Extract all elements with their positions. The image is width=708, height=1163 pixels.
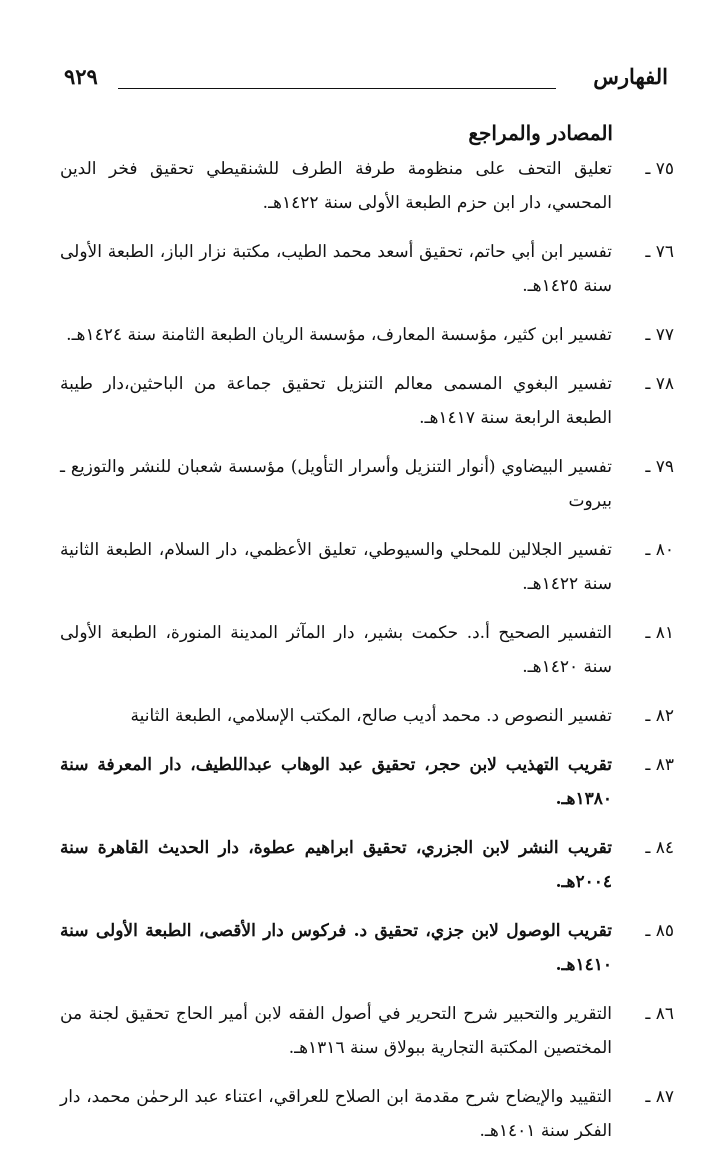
reference-text: تعليق التحف على منظومة طرفة الطرف للشنقيطي تحقيق فخر الدين المحسي، دار ابن حزم الطبعة الأولى سنة ١٤٢٢هـ. [60,159,612,213]
header-rule [118,88,556,89]
reference-entry [60,1080,674,1148]
reference-entry [60,914,674,982]
reference-text: تفسير النصوص د. محمد أديب صالح، المكتب الإسلامي، الطبعة الثانية [130,706,612,726]
reference-number: ٨٠ ـ [645,540,674,560]
reference-text: تفسير البيضاوي (أنوار التنزيل وأسرار التأويل) مؤسسة شعبان للنشر والتوزيع ـ بيروت [60,457,612,511]
reference-entry [60,235,674,303]
reference-entry [60,533,674,601]
reference-number: ٧٩ ـ [645,457,674,477]
page-number: ٩٢٩ [64,64,98,89]
reference-text: تقريب النشر لابن الجزري، تحقيق ابراهيم عطوة، دار الحديث القاهرة سنة ٢٠٠٤هـ. [60,838,612,892]
reference-number: ٨١ ـ [645,623,674,643]
reference-text: تقريب الوصول لابن جزي، تحقيق د. فركوس دار الأقصى، الطبعة الأولى سنة ١٤١٠هـ. [60,921,612,975]
reference-entry [60,997,674,1065]
reference-text: التقرير والتحبير شرح التحرير في أصول الفقه لابن أمير الحاج تحقيق لجنة من المختصين المكتبة التجارية ببولاق سنة ١٣١٦هـ. [60,1004,612,1058]
running-header-title: الفهارس [593,64,668,89]
reference-entry [60,699,674,733]
reference-number: ٨٢ ـ [645,706,674,726]
reference-number: ٨٧ ـ [645,1087,674,1107]
reference-number: ٧٦ ـ [645,242,674,262]
reference-text: تفسير البغوي المسمى معالم التنزيل تحقيق جماعة من الباحثين،دار طيبة الطبعة الرابعة سنة ١٤١٧هـ. [60,374,612,428]
reference-number: ٨٣ ـ [645,755,674,775]
reference-number: ٨٦ ـ [645,1004,674,1024]
references-list [60,152,674,1163]
reference-text: تفسير الجلالين للمحلي والسيوطي، تعليق الأعظمي، دار السلام، الطبعة الثانية سنة ١٤٢٢هـ. [60,540,612,594]
reference-text: التفسير الصحيح أ.د. حكمت بشير، دار المآثر المدينة المنورة، الطبعة الأولى سنة ١٤٢٠هـ. [60,623,612,677]
reference-number: ٨٤ ـ [645,838,674,858]
reference-entry [60,152,674,220]
reference-entry [60,748,674,816]
reference-text: تفسير ابن كثير، مؤسسة المعارف، مؤسسة الريان الطبعة الثامنة سنة ١٤٢٤هـ. [66,325,612,345]
reference-number: ٨٥ ـ [645,921,674,941]
reference-number: ٧٧ ـ [645,325,674,345]
reference-entry [60,831,674,899]
reference-number: ٧٥ ـ [645,159,674,179]
reference-text: التقييد والإيضاح شرح مقدمة ابن الصلاح للعراقي، اعتناء عبد الرحمٰن محمد، دار الفكر سنة ١٤٠١هـ. [60,1087,612,1141]
running-header [64,62,668,96]
reference-entry [60,367,674,435]
reference-entry [60,616,674,684]
reference-text: تقريب التهذيب لابن حجر، تحقيق عبد الوهاب عبداللطيف، دار المعرفة سنة ١٣٨٠هـ. [60,755,612,809]
reference-entry [60,450,674,518]
reference-number: ٧٨ ـ [645,374,674,394]
section-heading: المصادر والمراجع [468,121,613,145]
reference-entry [60,318,674,352]
reference-text: تفسير ابن أبي حاتم، تحقيق أسعد محمد الطيب، مكتبة نزار الباز، الطبعة الأولى سنة ١٤٢٥هـ. [60,242,612,296]
